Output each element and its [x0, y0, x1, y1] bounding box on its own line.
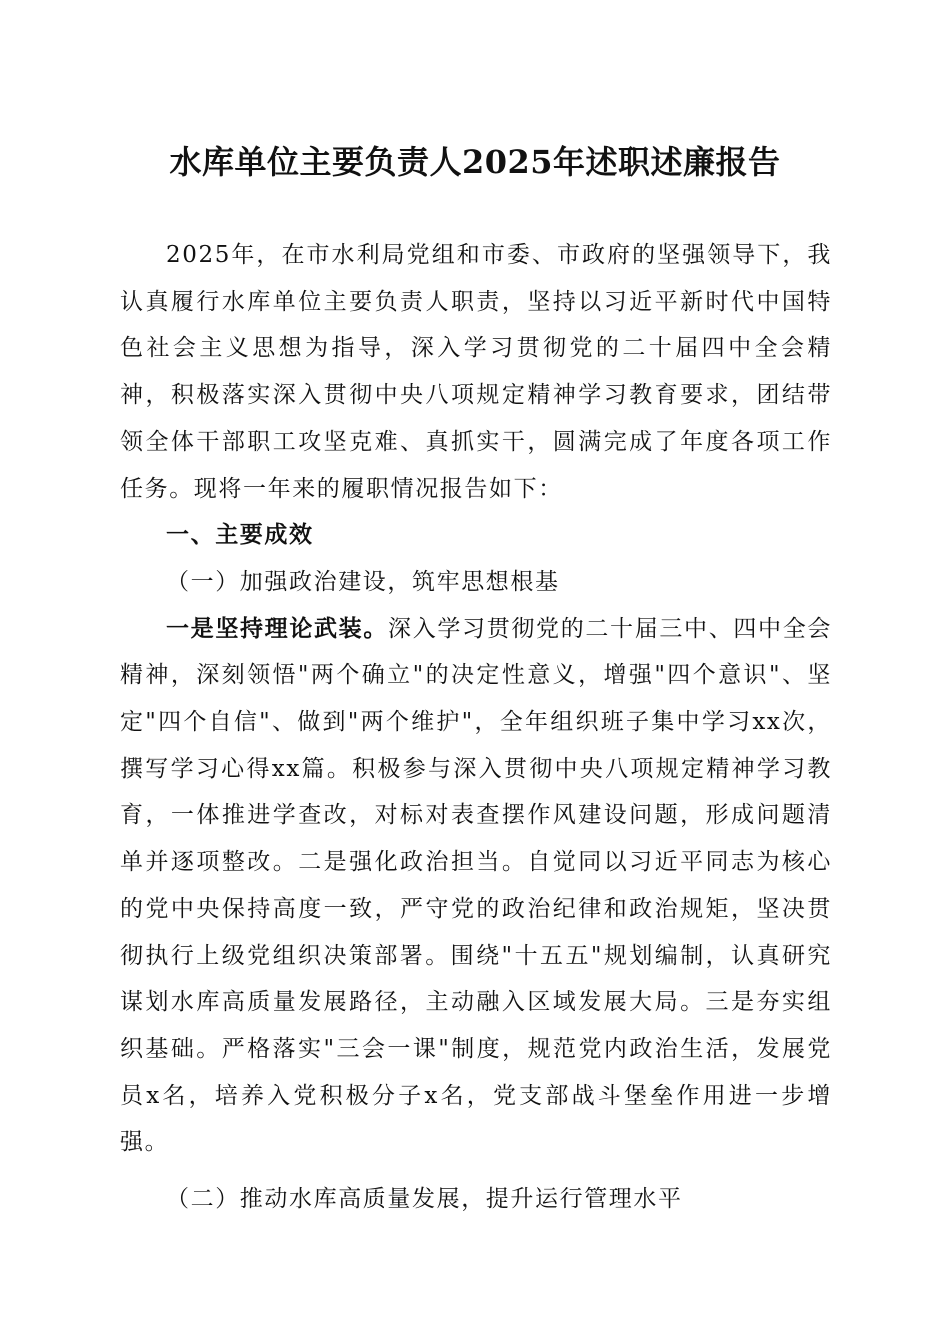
document-body	[120, 232, 832, 1223]
intro-paragraph: 2025年，在市水利局党组和市委、市政府的坚强领导下，我认真履行水库单位主要负责人职责，坚持以习近平新时代中国特色社会主义思想为指导，深入学习贯彻党的二十届四中全会精神，积极落实深入贯彻中央八项规定精神学习教育要求，团结带领全体干部职工攻坚克难、真抓实干，圆满完成了年度各项工作任务。现将一年来的履职情况报告如下：	[120, 242, 832, 502]
political-building-paragraph	[120, 606, 832, 1166]
paragraph-body: 深入学习贯彻党的二十届三中、四中全会精神，深刻领悟"两个确立"的决定性意义，增强"四个意识"、坚定"四个自信"、做到"两个维护"，全年组织班子集中学习xx次，撰写学习心得xx篇。积极参与深入贯彻中央八项规定精神学习教育，一体推进学查改，对标对表查摆作风建设问题，形成问题清单并逐项整改。二是强化政治担当。自觉同以习近平同志为核心的党中央保持高度一致，严守党的政治纪律和政治规矩，坚决贯彻执行上级党组织决策部署。围绕"十五五"规划编制，认真研究谋划水库高质量发展路径，主动融入区域发展大局。三是夯实组织基础。严格落实"三会一课"制度，规范党内政治生活，发展党员x名，培养入党积极分子x名，党支部战斗堡垒作用进一步增强。	[120, 615, 832, 1156]
spacer	[120, 1166, 832, 1176]
subsection-heading-political-building: （一）加强政治建设，筑牢思想根基	[166, 568, 560, 595]
document-title: 水库单位主要负责人2025年述职述廉报告	[169, 143, 781, 181]
subsection-heading-reservoir-development: （二）推动水库高质量发展，提升运行管理水平	[166, 1186, 683, 1213]
paragraph-lead: 一是坚持理论武装。	[166, 614, 389, 642]
section-heading-main-achievements: 一、主要成效	[166, 522, 314, 549]
